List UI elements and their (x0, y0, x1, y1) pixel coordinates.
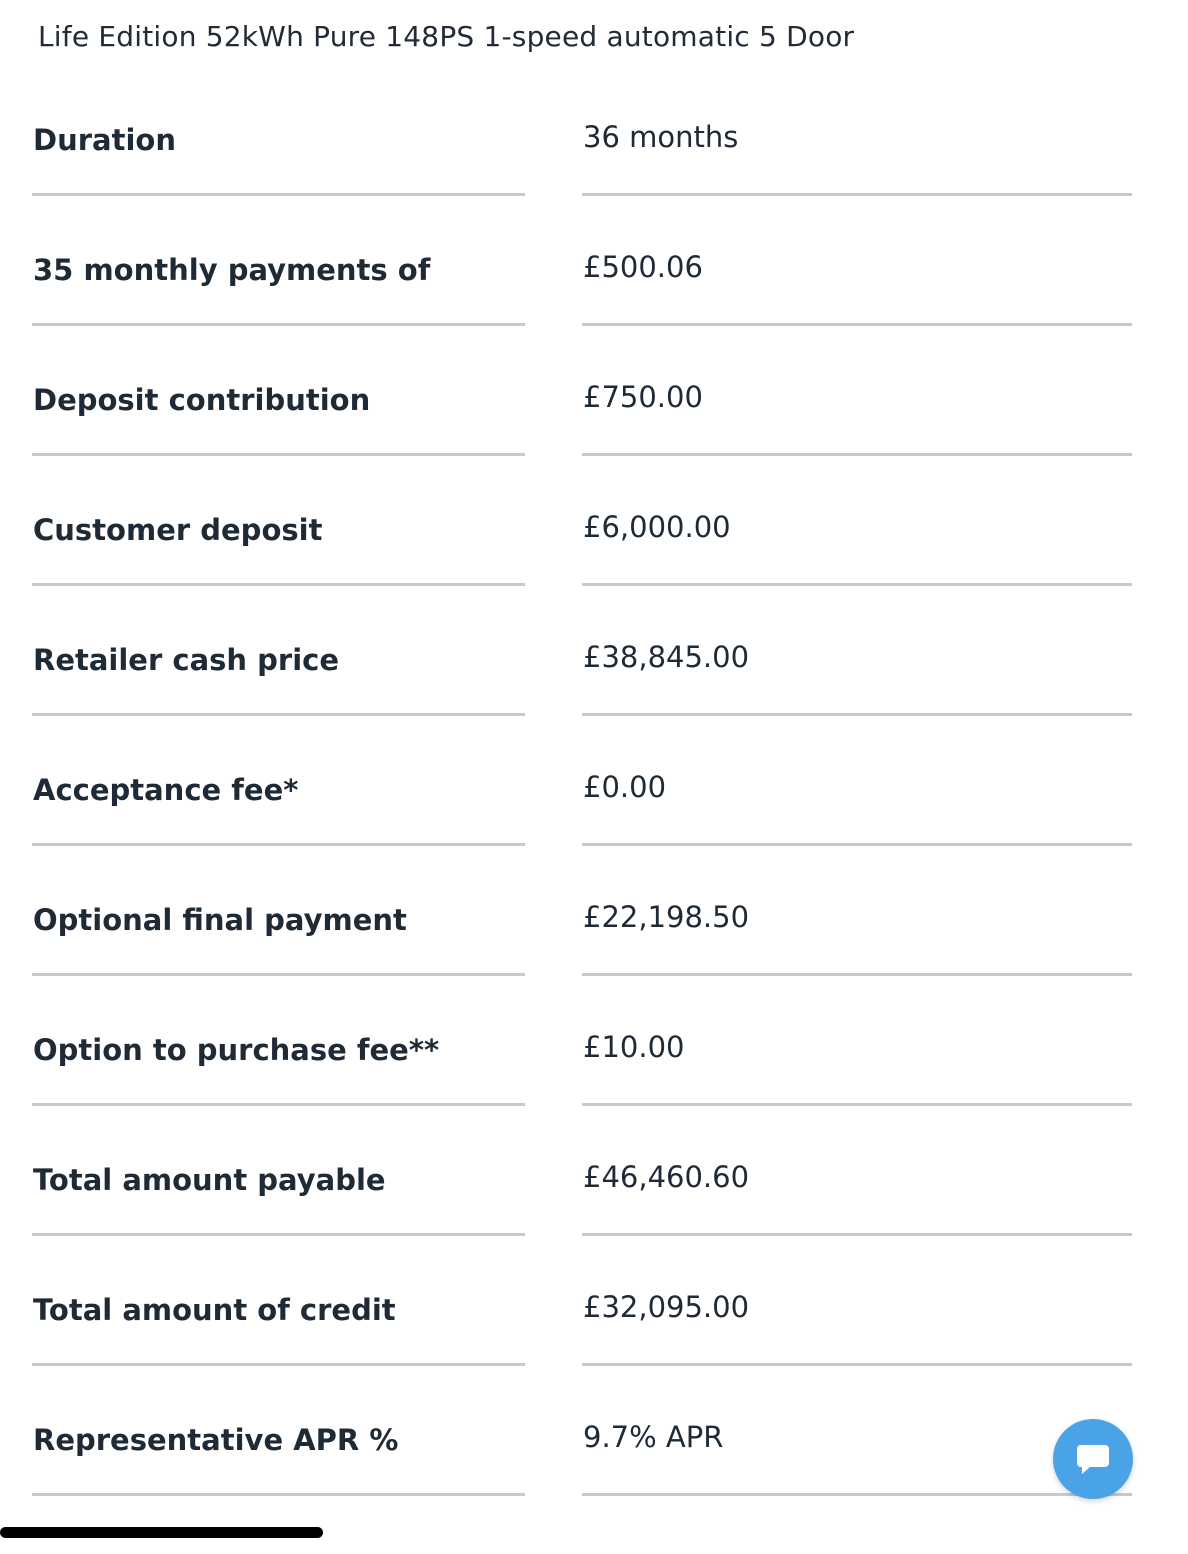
row-value: £22,198.50 (583, 900, 750, 934)
chat-button[interactable] (1053, 1419, 1133, 1499)
row-value: £750.00 (583, 380, 703, 414)
row-value: 9.7% APR (583, 1420, 724, 1454)
finance-row-monthly-payments (0, 195, 1188, 325)
row-value: £10.00 (583, 1030, 685, 1064)
finance-summary-table (0, 65, 1188, 1495)
row-label: 35 monthly payments of (33, 253, 431, 287)
row-value: £500.06 (583, 250, 703, 284)
row-value: £0.00 (583, 770, 667, 804)
finance-row-optional-final-payment (0, 845, 1188, 975)
divider (32, 1493, 525, 1496)
finance-row-representative-apr (0, 1365, 1188, 1495)
row-label: Duration (33, 123, 176, 157)
finance-row-option-to-purchase-fee (0, 975, 1188, 1105)
row-value: £38,845.00 (583, 640, 750, 674)
chat-bubble-icon (1075, 1442, 1111, 1476)
vehicle-title: Life Edition 52kWh Pure 148PS 1-speed automatic 5 Door (38, 20, 855, 53)
divider (582, 1493, 1132, 1496)
row-value: £6,000.00 (583, 510, 731, 544)
row-value: 36 months (583, 120, 739, 154)
row-value: £46,460.60 (583, 1160, 750, 1194)
row-label: Optional final payment (33, 903, 407, 937)
finance-row-duration (0, 65, 1188, 195)
finance-row-acceptance-fee (0, 715, 1188, 845)
row-label: Customer deposit (33, 513, 323, 547)
row-value: £32,095.00 (583, 1290, 750, 1324)
row-label: Deposit contribution (33, 383, 371, 417)
finance-row-total-amount-payable (0, 1105, 1188, 1235)
finance-row-retailer-cash-price (0, 585, 1188, 715)
row-label: Retailer cash price (33, 643, 340, 677)
row-label: Acceptance fee* (33, 773, 299, 807)
row-label: Total amount payable (33, 1163, 386, 1197)
row-label: Total amount of credit (33, 1293, 396, 1327)
home-indicator (0, 1527, 323, 1538)
finance-row-total-amount-of-credit (0, 1235, 1188, 1365)
row-label: Representative APR % (33, 1423, 399, 1457)
finance-row-deposit-contribution (0, 325, 1188, 455)
finance-row-customer-deposit (0, 455, 1188, 585)
row-label: Option to purchase fee** (33, 1033, 440, 1067)
